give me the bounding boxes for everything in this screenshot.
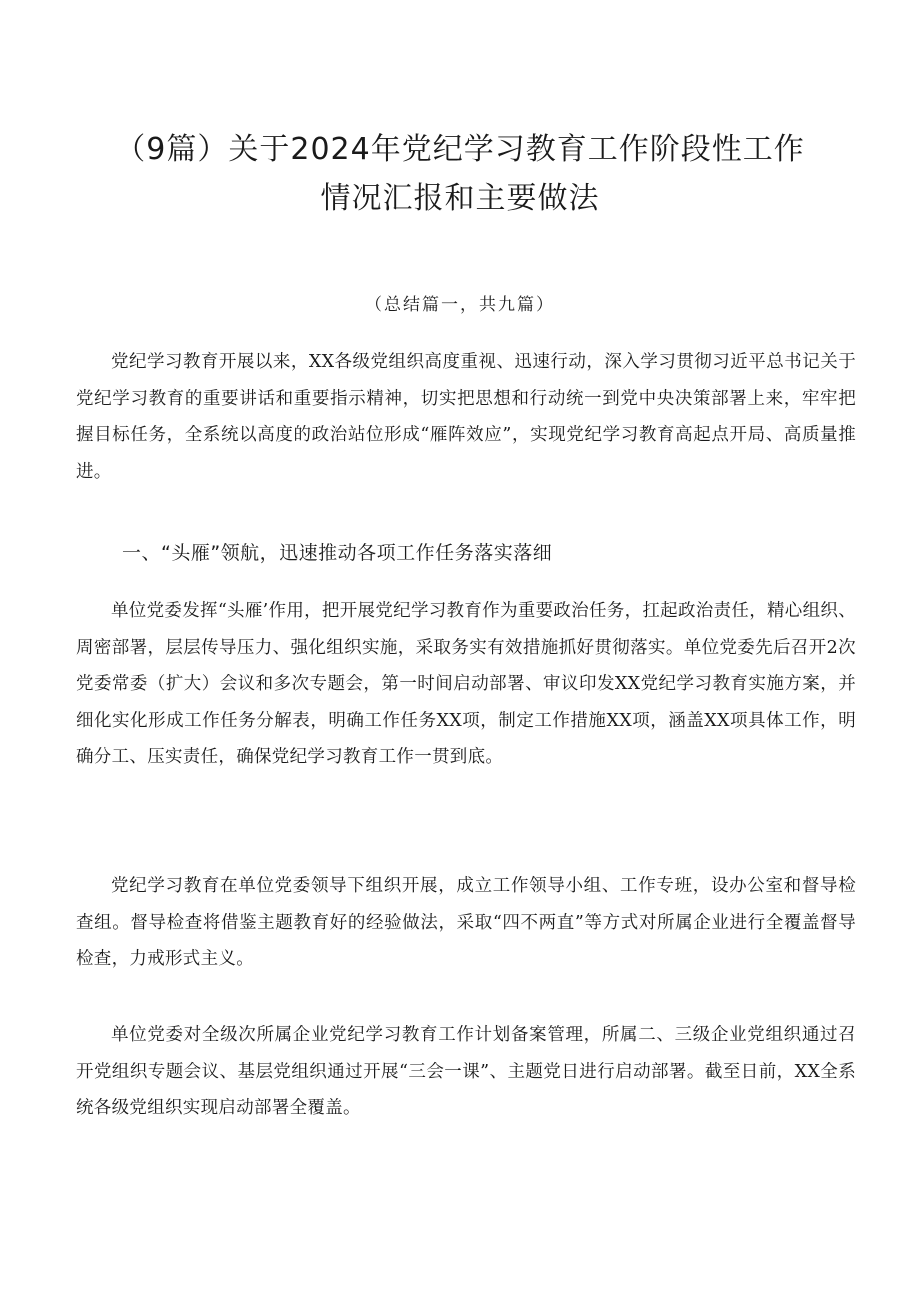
- paragraph-section1-body-3: 单位党委对全级次所属企业党纪学习教育工作计划备案管理，所属二、三级企业党组织通过召开党组织专题会议、基层党组织通过开展“三会一课”、主题党日进行启动部署。截至日前，XX全系统各级党组织实现启动部署全覆盖。: [76, 1025, 856, 1118]
- section-heading-1: 一、“头雁”领航，迅速推动各项工作任务落实落细: [122, 542, 553, 564]
- document-subtitle: （总结篇一，共九篇）: [365, 295, 555, 315]
- paragraph-section1-body-1: 单位党委发挥“头雁’作用，把开展党纪学习教育作为重要政治任务，扛起政治责任，精心组织、周密部署，层层传导压力、强化组织实施，采取务实有效措施抓好贯彻落实。单位党委先后召开2次党委常委（扩大）会议和多次专题会，第一时间启动部署、审议印发XX党纪学习教育实施方案，并细化实化形成工作任务分解表，明确工作任务XX项，制定工作措施XX项，涵盖XX项具体工作，明确分工、压实责任，确保党纪学习教育工作一贯到底。: [76, 601, 856, 767]
- document-title-line-2: 情况汇报和主要做法: [320, 181, 600, 216]
- paragraph-section1-body-2: 党纪学习教育在单位党委领导下组织开展，成立工作领导小组、工作专班，设办公室和督导检查组。督导检查将借鉴主题教育好的经验做法，采取“四不两直”等方式对所属企业进行全覆盖督导检查，力戒形式主义。: [76, 876, 856, 969]
- document-title-line-1: （9篇）关于2024年党纪学习教育工作阶段性工作: [115, 132, 805, 167]
- paragraph-intro: 党纪学习教育开展以来，XX各级党组织高度重视、迅速行动，深入学习贯彻习近平总书记关于党纪学习教育的重要讲话和重要指示精神，切实把思想和行动统一到党中央决策部署上来，牢牢把握目标任务，全系统以高度的政治站位形成“雁阵效应”，实现党纪学习教育高起点开局、高质量推进。: [76, 352, 856, 482]
